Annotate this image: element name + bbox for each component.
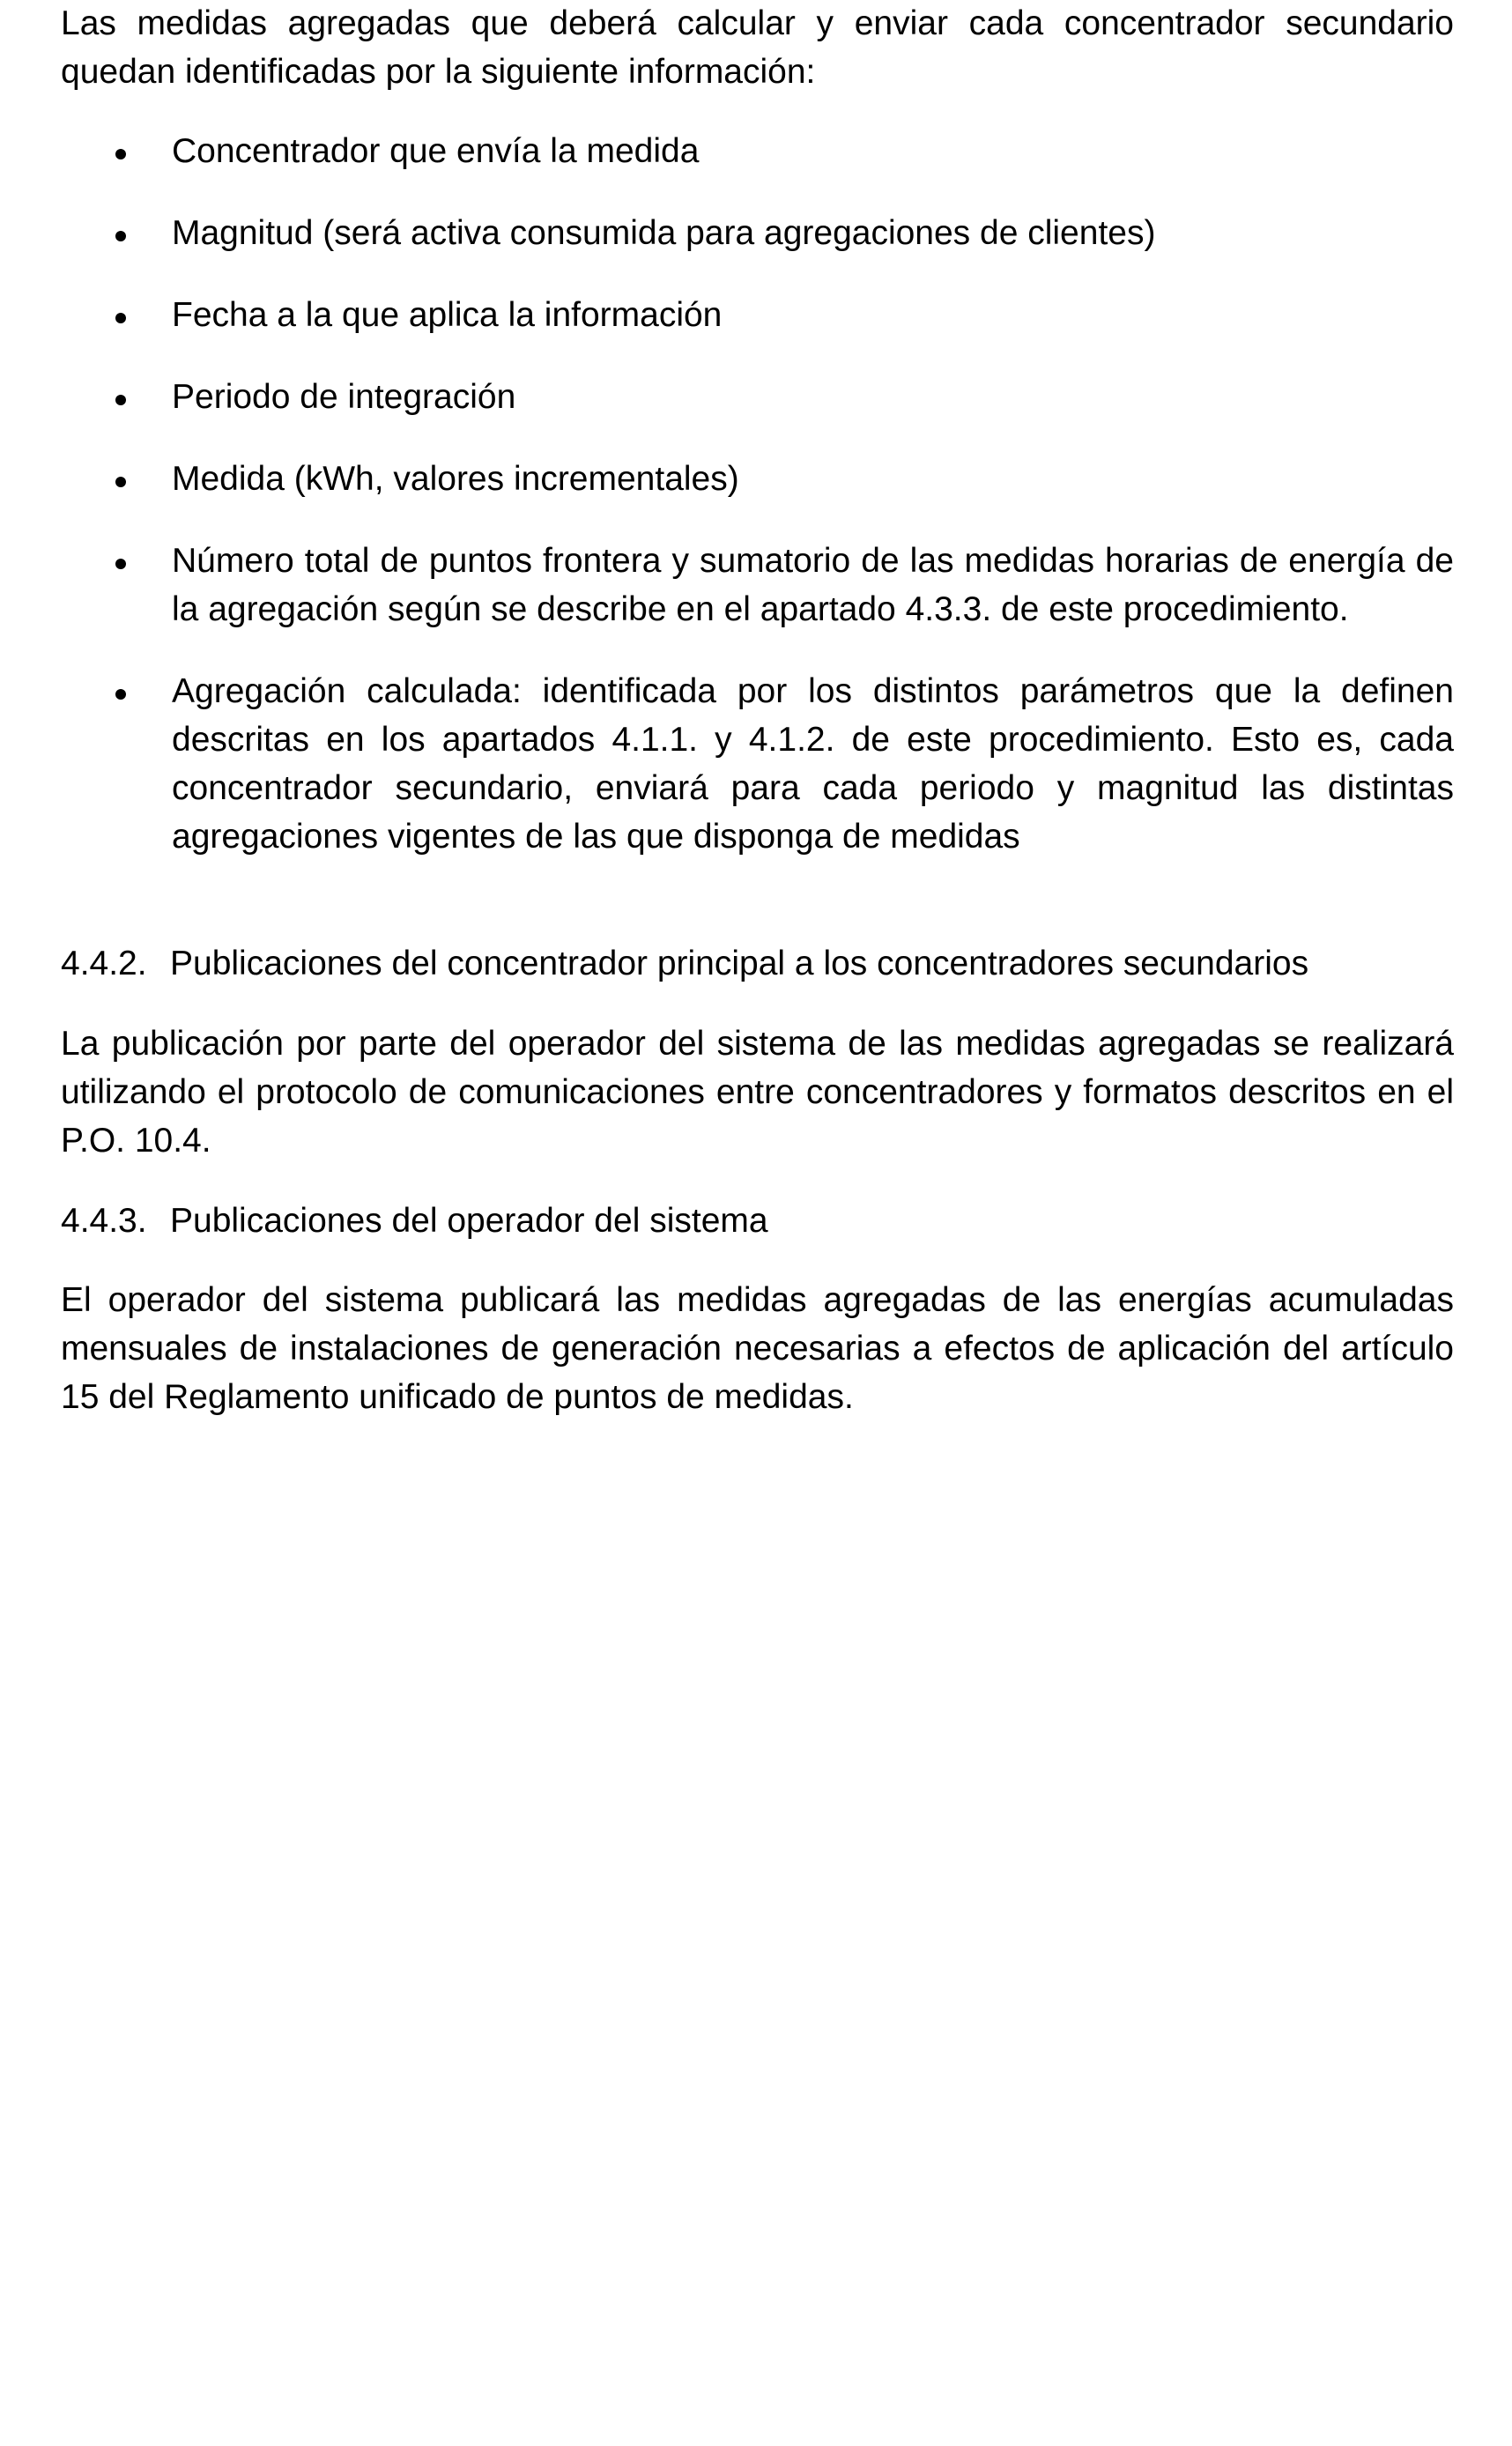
- section-body-4-4-2: La publicación por parte del operador del sistema de las medidas agregadas se realizará utilizando el protocolo de comunicaciones entre concentradores y formatos descritos en el P.O. 10.4.: [61, 1025, 1454, 1160]
- bullet-icon: [115, 149, 126, 159]
- section-number: 4.4.2.: [61, 945, 147, 982]
- list-item: [61, 667, 1454, 861]
- bullet-icon: [115, 559, 126, 569]
- list-item-text: Agregación calculada: identificada por los distintos parámetros que la definen descritas en los apartados 4.1.1. y 4.1.2. de este procedimiento. Esto es, cada concentrador secundario, enviará para cada periodo y magnitud las distintas agregaciones vigentes de las que disponga de medidas: [172, 672, 1454, 856]
- section-number: 4.4.3.: [61, 1202, 147, 1240]
- intro-paragraph: Las medidas agregadas que deberá calcular y enviar cada concentrador secundario quedan identificadas por la siguiente información:: [61, 4, 1454, 91]
- list-item-text: Periodo de integración: [172, 378, 516, 416]
- section-heading-4-4-2: [61, 939, 1454, 988]
- list-item: [61, 291, 1454, 339]
- list-item: [61, 127, 1454, 175]
- list-item-text: Número total de puntos frontera y sumatorio de las medidas horarias de energía de la agregación según se describe en el apartado 4.3.3. de este procedimiento.: [172, 542, 1454, 628]
- section-title: Publicaciones del operador del sistema: [170, 1202, 768, 1240]
- list-item: [61, 455, 1454, 503]
- list-item: [61, 537, 1454, 634]
- section-heading-4-4-3: [61, 1197, 1454, 1245]
- list-item-text: Magnitud (será activa consumida para agregaciones de clientes): [172, 214, 1156, 252]
- list-item: [61, 373, 1454, 421]
- bullet-icon: [115, 477, 126, 487]
- list-item-text: Medida (kWh, valores incrementales): [172, 460, 739, 498]
- bullet-icon: [115, 231, 126, 241]
- bullet-icon: [115, 313, 126, 323]
- list-item-text: Concentrador que envía la medida: [172, 132, 700, 170]
- information-list: [61, 127, 1454, 894]
- list-item-text: Fecha a la que aplica la información: [172, 296, 723, 334]
- bullet-icon: [115, 689, 126, 700]
- section-body-4-4-3: El operador del sistema publicará las medidas agregadas de las energías acumuladas mensuales de instalaciones de generación necesarias a efectos de aplicación del artículo 15 del Reglamento unificado de puntos de medidas.: [61, 1281, 1454, 1416]
- bullet-icon: [115, 395, 126, 405]
- section-title: Publicaciones del concentrador principal a los concentradores secundarios: [170, 945, 1309, 982]
- list-item: [61, 209, 1454, 257]
